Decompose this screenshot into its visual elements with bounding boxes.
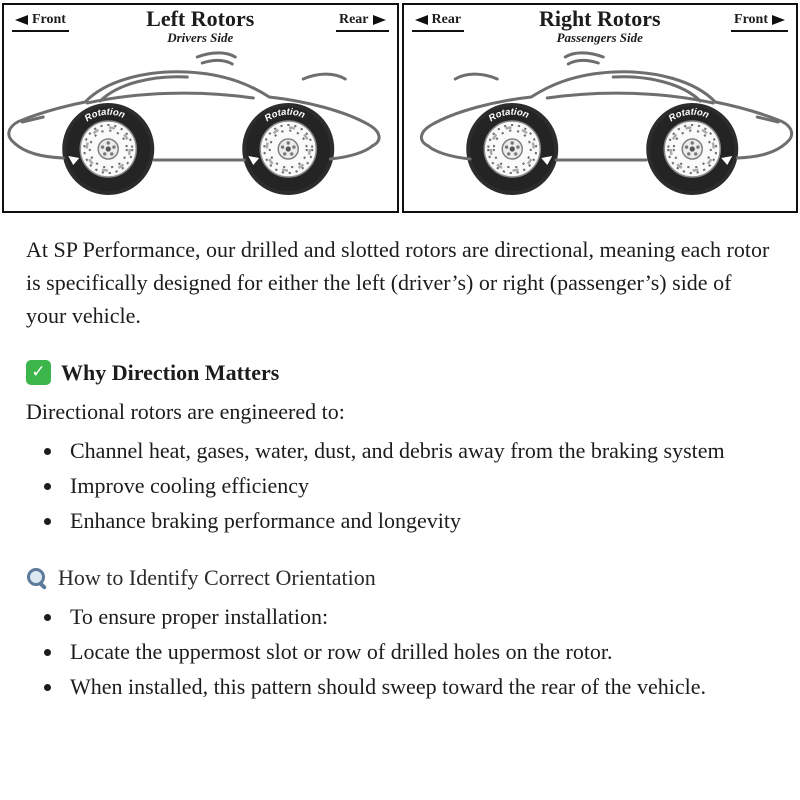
right-panel-header: [404, 5, 797, 45]
right-car-illustration: [404, 45, 797, 207]
heading-text: Why Direction Matters: [61, 360, 280, 385]
rear-direction-label: [336, 12, 389, 32]
panel-title: Left Rotors: [146, 6, 255, 31]
list-item: • Enhance braking performance and longevity: [64, 504, 774, 537]
article-body: [0, 213, 800, 703]
check-icon: ✓: [26, 360, 51, 385]
section-heading-why-direction: [26, 356, 774, 389]
list-item: • When installed, this pattern should sweep toward the rear of the vehicle.: [64, 670, 774, 703]
list-item: • Locate the uppermost slot or row of drilled holes on the rotor.: [64, 635, 774, 668]
list-item: • To ensure proper installation:: [64, 600, 774, 633]
rear-label-text: Rear: [431, 12, 462, 27]
svg-text:Rotation: Rotation: [666, 106, 710, 125]
right-rotors-panel: [402, 3, 799, 213]
heading-text: How to Identify Correct Orientation: [58, 565, 376, 590]
orientation-list: [26, 600, 774, 703]
magnifier-icon: [26, 567, 48, 589]
front-label-text: Front: [734, 12, 768, 27]
arrow-right-icon: [772, 15, 785, 25]
svg-text:Rotation: Rotation: [486, 106, 530, 125]
list-item: • Channel heat, gases, water, dust, and debris away from the braking system: [64, 434, 774, 467]
car-body: [9, 53, 379, 195]
arrow-right-icon: [373, 15, 386, 25]
svg-text:Rotation: Rotation: [262, 106, 307, 125]
left-rotors-panel: [2, 3, 399, 213]
left-car-illustration: [4, 45, 397, 207]
panel-title: Right Rotors: [538, 6, 661, 31]
section-heading-orientation: [26, 561, 774, 594]
front-label-text: Front: [32, 12, 66, 27]
left-panel-header: [4, 5, 397, 45]
car-body-mirrored: [421, 53, 791, 195]
front-direction-label: [731, 12, 788, 32]
panel-subtitle: Passengers Side: [556, 30, 643, 46]
list-item: • Improve cooling efficiency: [64, 469, 774, 502]
svg-text:Rotation: Rotation: [82, 106, 127, 125]
intro-paragraph: At SP Performance, our drilled and slotted rotors are directional, meaning each rotor is specifically designed for either the left (driver’s) or right (passenger’s) side of your vehicle.: [26, 237, 770, 328]
panel-subtitle: Drivers Side: [167, 30, 234, 46]
why-direction-list: [26, 434, 774, 537]
rear-label-text: Rear: [338, 12, 369, 27]
rotor-direction-diagram: [0, 0, 800, 213]
lead-paragraph: Directional rotors are engineered to:: [26, 399, 345, 424]
